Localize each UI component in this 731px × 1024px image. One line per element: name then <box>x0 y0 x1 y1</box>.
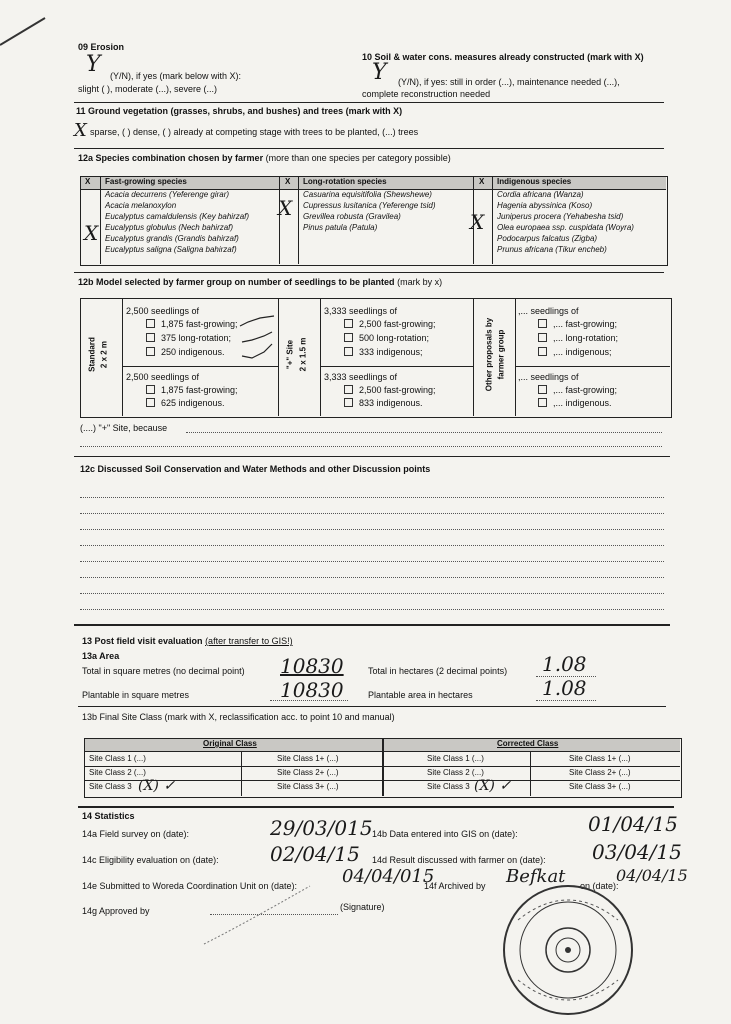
other-a-item: ,... fast-growing; <box>538 319 617 329</box>
plus-site-size: 2 x 1.5 m <box>298 337 308 372</box>
orig-class-cell: Site Class 3 <box>89 782 132 791</box>
checkbox[interactable] <box>538 398 547 407</box>
orig-class-3-mark: (X) ✓ <box>138 778 176 794</box>
stat-g-label: 14g Approved by <box>82 906 150 916</box>
corr-class-cell: Site Class 1 (...) <box>427 754 484 763</box>
checkbox[interactable] <box>344 333 353 342</box>
corr-class-cell: Site Class 3 <box>427 782 470 791</box>
fast-item: Acacia decurrens (Yeferenge girar) <box>105 190 230 199</box>
area-title: 13a Area <box>82 651 120 661</box>
checkbox[interactable] <box>538 319 547 328</box>
corr-plus-cell: Site Class 3+ (...) <box>569 782 631 791</box>
stat-c-label: 14c Eligibility evaluation on (date): <box>82 855 219 865</box>
soil-water-line2: complete reconstruction needed <box>362 89 491 99</box>
checkbox[interactable] <box>146 385 155 394</box>
post-title-note: (after transfer to GIS!) <box>205 636 293 646</box>
long-header: Long-rotation species <box>303 177 387 186</box>
model-title-row <box>78 277 442 287</box>
corr-plus-cell: Site Class 2+ (...) <box>569 768 631 777</box>
plus-a-item: 2,500 fast-growing; <box>344 319 436 329</box>
species-title-row <box>78 153 451 163</box>
other-a-item: ,... indigenous; <box>538 347 612 357</box>
corr-class-3-mark: (X) ✓ <box>474 778 512 794</box>
other-proposal-label: Other proposals by <box>484 317 494 392</box>
official-stamp <box>498 880 638 1020</box>
soil-water-mark: Y <box>372 60 387 85</box>
model-subtitle: (mark by x) <box>397 277 443 287</box>
post-title-row <box>82 636 293 646</box>
orig-plus-cell: Site Class 3+ (...) <box>277 782 339 791</box>
checkbox[interactable] <box>344 319 353 328</box>
stat-f-on-label: on (date): <box>580 881 619 891</box>
other-a-item: ,... long-rotation; <box>538 333 618 343</box>
std-a-tick-marks <box>238 314 278 362</box>
soil-water-title: 10 Soil & water cons. measures already constructed (mark with X) <box>362 52 644 62</box>
other-b-item: ,... fast-growing; <box>538 385 617 395</box>
long-item: Casuarina equisitifolia (Shewshewe) <box>303 190 432 199</box>
checkbox[interactable] <box>146 319 155 328</box>
species-title: 12a Species combination chosen by farmer <box>78 153 264 163</box>
discussion-line[interactable] <box>80 529 664 530</box>
plus-a-head: 3,333 seedlings of <box>324 306 398 316</box>
checkbox[interactable] <box>538 385 547 394</box>
other-b-item: ,... indigenous. <box>538 398 612 408</box>
standard-label: Standard <box>87 337 97 372</box>
total-ha-value: 1.08 <box>542 652 587 676</box>
std-b-head: 2,500 seedlings of <box>126 372 200 382</box>
stat-a-value: 29/03/015 <box>270 816 373 840</box>
stat-c-value: 02/04/15 <box>270 842 360 866</box>
standard-size: 2 x 2 m <box>99 340 109 369</box>
long-item: Pinus patula (Patula) <box>303 223 378 232</box>
plantable-ha-label: Plantable area in hectares <box>368 690 473 700</box>
corr-plus-cell: Site Class 1+ (...) <box>569 754 631 763</box>
stat-e-label: 14e Submitted to Woreda Coordination Unit on (date): <box>82 881 297 891</box>
fast-item: Acacia melanoxylon <box>105 201 177 210</box>
checkbox[interactable] <box>344 385 353 394</box>
stat-f-value: 04/04/15 <box>616 866 688 885</box>
species-subtitle: (more than one species per category possible) <box>265 153 451 163</box>
stat-b-value: 01/04/15 <box>588 812 678 836</box>
total-sqm-label: Total in square metres (no decimal point) <box>82 666 245 676</box>
std-a-item: 250 indigenous. <box>146 347 225 357</box>
plus-site-because-label: (....) "+" Site, because <box>80 423 168 433</box>
page-fold-mark <box>0 0 60 50</box>
because-line[interactable] <box>80 446 662 447</box>
checkbox[interactable] <box>538 347 547 356</box>
stats-title: 14 Statistics <box>82 811 135 821</box>
species-x-header: X <box>479 177 485 186</box>
divider <box>74 102 664 103</box>
post-title: 13 Post field visit evaluation <box>82 636 203 646</box>
plantable-sqm-value: 10830 <box>280 678 344 702</box>
stat-e-value: 04/04/015 <box>342 866 435 887</box>
checkbox[interactable] <box>344 398 353 407</box>
indigenous-item: Prunus africana (Tikur encheb) <box>497 245 607 254</box>
std-a-head: 2,500 seedlings of <box>126 306 200 316</box>
stat-f-label: 14f Archived by <box>424 881 486 891</box>
fast-header: Fast-growing species <box>105 177 187 186</box>
orig-class-cell: Site Class 2 (...) <box>89 768 146 777</box>
indigenous-item: Podocarpus falcatus (Zigba) <box>497 234 598 243</box>
indigenous-item: Olea europaea ssp. cuspidata (Woyra) <box>497 223 634 232</box>
corrected-class-header: Corrected Class <box>497 739 559 748</box>
discussion-line[interactable] <box>80 513 664 514</box>
discussion-line[interactable] <box>80 593 664 594</box>
orig-plus-cell: Site Class 1+ (...) <box>277 754 339 763</box>
fast-item: Eucalyptus grandis (Grandis bahirzaf) <box>105 234 239 243</box>
orig-class-cell: Site Class 1 (...) <box>89 754 146 763</box>
checkbox[interactable] <box>146 398 155 407</box>
checkbox[interactable] <box>538 333 547 342</box>
long-item: Grevillea robusta (Gravilea) <box>303 212 401 221</box>
plus-b-head: 3,333 seedlings of <box>324 372 398 382</box>
fast-item: Eucalyptus saligna (Saligna bahirzaf) <box>105 245 237 254</box>
vegetation-mark: X <box>74 120 87 141</box>
discussion-line[interactable] <box>80 497 664 498</box>
discussion-title: 12c Discussed Soil Conservation and Water Methods and other Discussion points <box>80 464 431 474</box>
soil-water-line1: (Y/N), if yes: still in order (...), maintenance needed (...), <box>398 77 620 87</box>
plus-a-item: 500 long-rotation; <box>344 333 429 343</box>
siteclass-title: 13b Final Site Class (mark with X, reclassification acc. to point 10 and manual) <box>82 712 395 722</box>
erosion-title: 09 Erosion <box>78 42 125 52</box>
long-selection-mark: X <box>278 196 293 220</box>
divider <box>74 148 664 149</box>
rotated-stamp-text <box>200 880 320 950</box>
signature-label: (Signature) <box>340 902 385 912</box>
stat-a-label: 14a Field survey on (date): <box>82 829 190 839</box>
plus-site-label: "+" Site <box>285 339 295 370</box>
std-a-item: 375 long-rotation; <box>146 333 231 343</box>
corr-class-cell: Site Class 2 (...) <box>427 768 484 777</box>
std-b-item: 1,875 fast-growing; <box>146 385 238 395</box>
stat-f-name: Befkat <box>506 866 566 887</box>
vegetation-line: sparse, ( ) dense, ( ) already at competing stage with trees to be planted, (...) trees <box>90 127 419 137</box>
plus-a-item: 333 indigenous; <box>344 347 423 357</box>
erosion-line1: (Y/N), if yes (mark below with X): <box>110 71 242 81</box>
original-class-header: Original Class <box>203 739 257 748</box>
plantable-sqm-label: Plantable in square metres <box>82 690 190 700</box>
discussion-line[interactable] <box>80 561 664 562</box>
fast-item: Eucalyptus globulus (Nech bahirzaf) <box>105 223 234 232</box>
std-b-item: 625 indigenous. <box>146 398 225 408</box>
stat-d-label: 14d Result discussed with farmer on (date): <box>372 855 546 865</box>
indigenous-item: Hagenia abyssinica (Koso) <box>497 201 593 210</box>
indigenous-selection-mark: X <box>470 210 485 234</box>
discussion-line[interactable] <box>80 609 664 610</box>
plus-b-item: 2,500 fast-growing; <box>344 385 436 395</box>
fast-item: Eucalyptus camaldulensis (Key bahirzaf) <box>105 212 250 221</box>
indigenous-item: Cordia africana (Wanza) <box>497 190 584 199</box>
discussion-line[interactable] <box>80 577 664 578</box>
stat-b-label: 14b Data entered into GIS on (date): <box>372 829 518 839</box>
other-b-head: ,... seedlings of <box>518 372 579 382</box>
other-proposal-label2: farmer group <box>496 329 506 380</box>
discussion-line[interactable] <box>80 545 664 546</box>
model-title: 12b Model selected by farmer group on number of seedlings to be planted <box>78 277 395 287</box>
plus-b-item: 833 indigenous. <box>344 398 423 408</box>
checkbox[interactable] <box>146 347 155 356</box>
indigenous-header: Indigenous species <box>497 177 572 186</box>
vegetation-title: 11 Ground vegetation (grasses, shrubs, and bushes) and trees (mark with X) <box>76 106 403 116</box>
species-x-header: X <box>285 177 291 186</box>
species-x-header: X <box>85 177 91 186</box>
plantable-ha-value: 1.08 <box>542 676 587 700</box>
stat-d-value: 03/04/15 <box>592 840 682 864</box>
erosion-mark: Y <box>86 52 101 77</box>
fast-selection-mark: X <box>84 221 99 245</box>
other-a-head: ,... seedlings of <box>518 306 579 316</box>
total-sqm-value: 10830 <box>280 654 344 678</box>
total-ha-label: Total in hectares (2 decimal points) <box>368 666 508 676</box>
because-line[interactable] <box>186 432 662 433</box>
indigenous-item: Juniperus procera (Yehabesha tsid) <box>497 212 624 221</box>
std-a-item: 1,875 fast-growing; <box>146 319 238 329</box>
orig-plus-cell: Site Class 2+ (...) <box>277 768 339 777</box>
checkbox[interactable] <box>146 333 155 342</box>
long-item: Cupressus lusitanica (Yeferenge tsid) <box>303 201 436 210</box>
checkbox[interactable] <box>344 347 353 356</box>
erosion-line2: slight ( ), moderate (...), severe (...) <box>78 84 218 94</box>
